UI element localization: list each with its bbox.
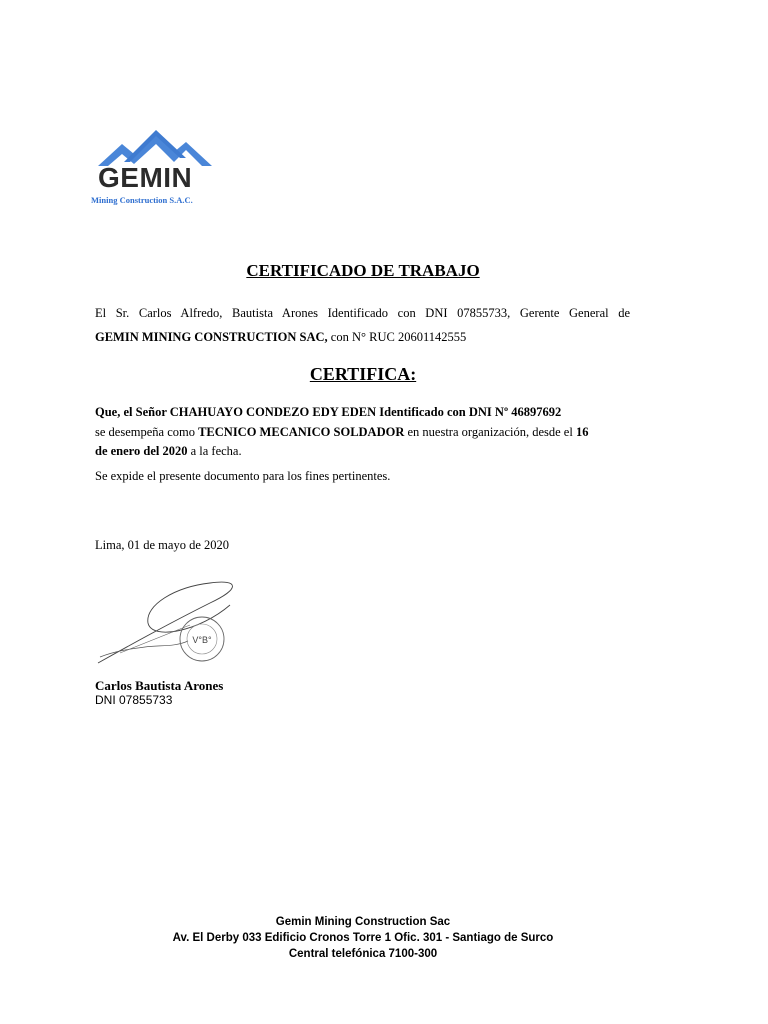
logo-wordmark: GEMIN (98, 162, 193, 193)
footer-phone: Central telefónica 7100-300 (288, 948, 438, 960)
body-suffix: en nuestra organización, desde el (404, 425, 576, 439)
job-position: TECNICO MECANICO SOLDADOR (198, 425, 405, 439)
start-day: 16 (575, 425, 589, 439)
signature-image (90, 575, 250, 670)
signer-dni: DNI 07855733 (95, 693, 173, 707)
body-line-1: Que, el Señor CHAHUAYO CONDEZO EDY EDEN Identificado con DNI Nº 46897692 (95, 405, 562, 419)
city-date: Lima, 01 de mayo de 2020 (95, 538, 229, 552)
body-line-3 (95, 444, 242, 459)
certifica-heading: CERTIFICA: (309, 364, 417, 384)
company-logo (91, 128, 220, 208)
document-title: CERTIFICADO DE TRABAJO (246, 261, 480, 280)
footer-company: Gemin Mining Construction Sac (275, 916, 451, 928)
handwritten-signature-icon (90, 575, 250, 670)
signer-name: Carlos Bautista Arones (95, 678, 224, 693)
intro-line-1: El Sr. Carlos Alfredo, Bautista Arones Identificado con DNI 07855733, Gerente General de (95, 306, 630, 320)
body-end: a la fecha. (187, 444, 242, 458)
company-name: GEMIN MINING CONSTRUCTION SAC, (95, 330, 328, 344)
footer (0, 914, 726, 962)
svg-text:V°B°: V°B° (192, 635, 212, 645)
closing-statement: Se expide el presente documento para los fines pertinentes. (95, 469, 391, 483)
intro-line-2 (95, 330, 466, 345)
body-line-2 (95, 425, 588, 440)
ruc-text: con N° RUC 20601142555 (327, 330, 467, 344)
body-prefix: se desempeña como (95, 425, 199, 439)
logo-tagline: Mining Construction S.A.C. (91, 195, 193, 205)
footer-address: Av. El Derby 033 Edificio Cronos Torre 1 Ofic. 301 - Santiago de Surco (172, 932, 554, 944)
start-date: de enero del 2020 (95, 444, 188, 458)
